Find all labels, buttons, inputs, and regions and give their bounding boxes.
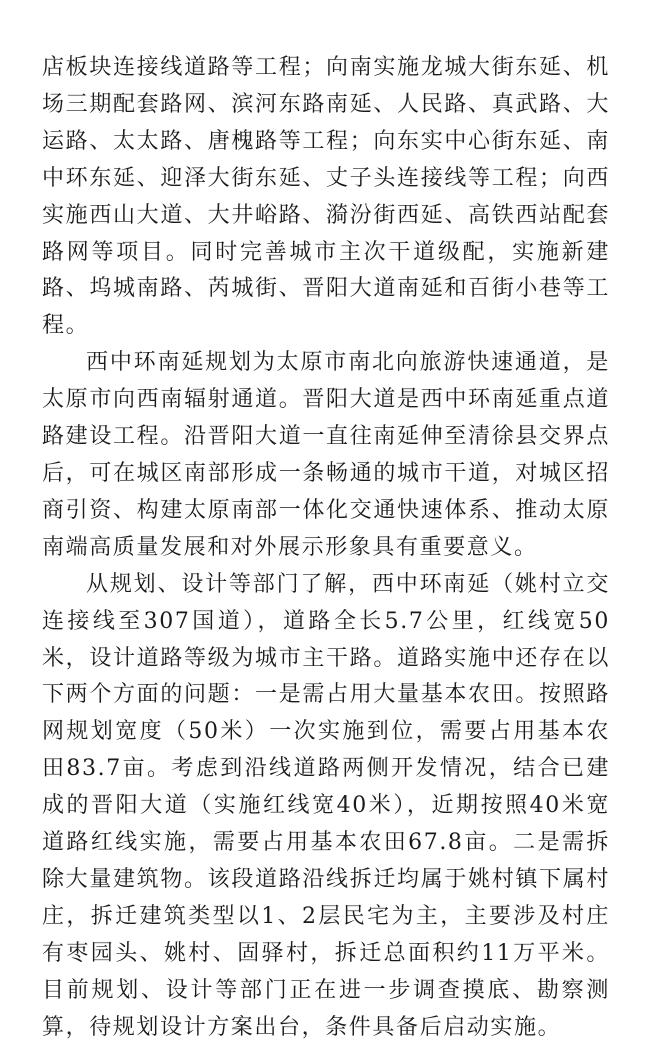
paragraph-continuation: 店板块连接线道路等工程；向南实施龙城大街东延、机场三期配套路网、滨河东路南延、人民路、真武路、大运路、太太路、唐槐路等工程；向东实中心街东延、南中环东延、迎泽大街东延、丈子头连接线等工程；向西实施西山大道、大井峪路、漪汾街西延、高铁西站配套路网等项目。同时完善城市主次干道级配，实施新建路、坞城南路、芮城街、晋阳大道南延和百街小巷等工程。 (42, 55, 610, 339)
paragraph-planning-issues: 从规划、设计等部门了解，西中环南延（姚村立交连接线至307国道），道路全长5.7公里，红线宽50米，设计道路等级为城市主干路。道路实施中还存在以下两个方面的问题：一是需占用大量基本农田。按照路网规划宽度（50米）一次实施到位，需要占用基本农田83.7亩。考虑到沿线道路两侧开发情况，结合已建成的晋阳大道（实施红线宽40米），近期按照40米宽道路红线实施，需要占用基本农田67.8亩。二是需拆除大量建筑物。该段道路沿线拆迁均属于姚村镇下属村庄，拆迁建筑类型以1、2层民宅为主，主要涉及村庄有枣园头、姚村、固驿村，拆迁总面积约11万平米。目前规划、设计等部门正在进一步调查摸底、勘察测算，待规划设计方案出台，条件具备后启动实施。 (42, 571, 610, 1040)
paragraph-xizhonghuan-overview: 西中环南延规划为太原市南北向旅游快速通道，是太原市向西南辐射通道。晋阳大道是西中环南延重点道路建设工程。沿晋阳大道一直往南延伸至清徐县交界点后，可在城区南部形成一条畅通的城市干道，对城区招商引资、构建太原南部一体化交通快速体系、推动太原南端高质量发展和对外展示形象具有重要意义。 (42, 350, 610, 560)
document-body (42, 50, 610, 1046)
